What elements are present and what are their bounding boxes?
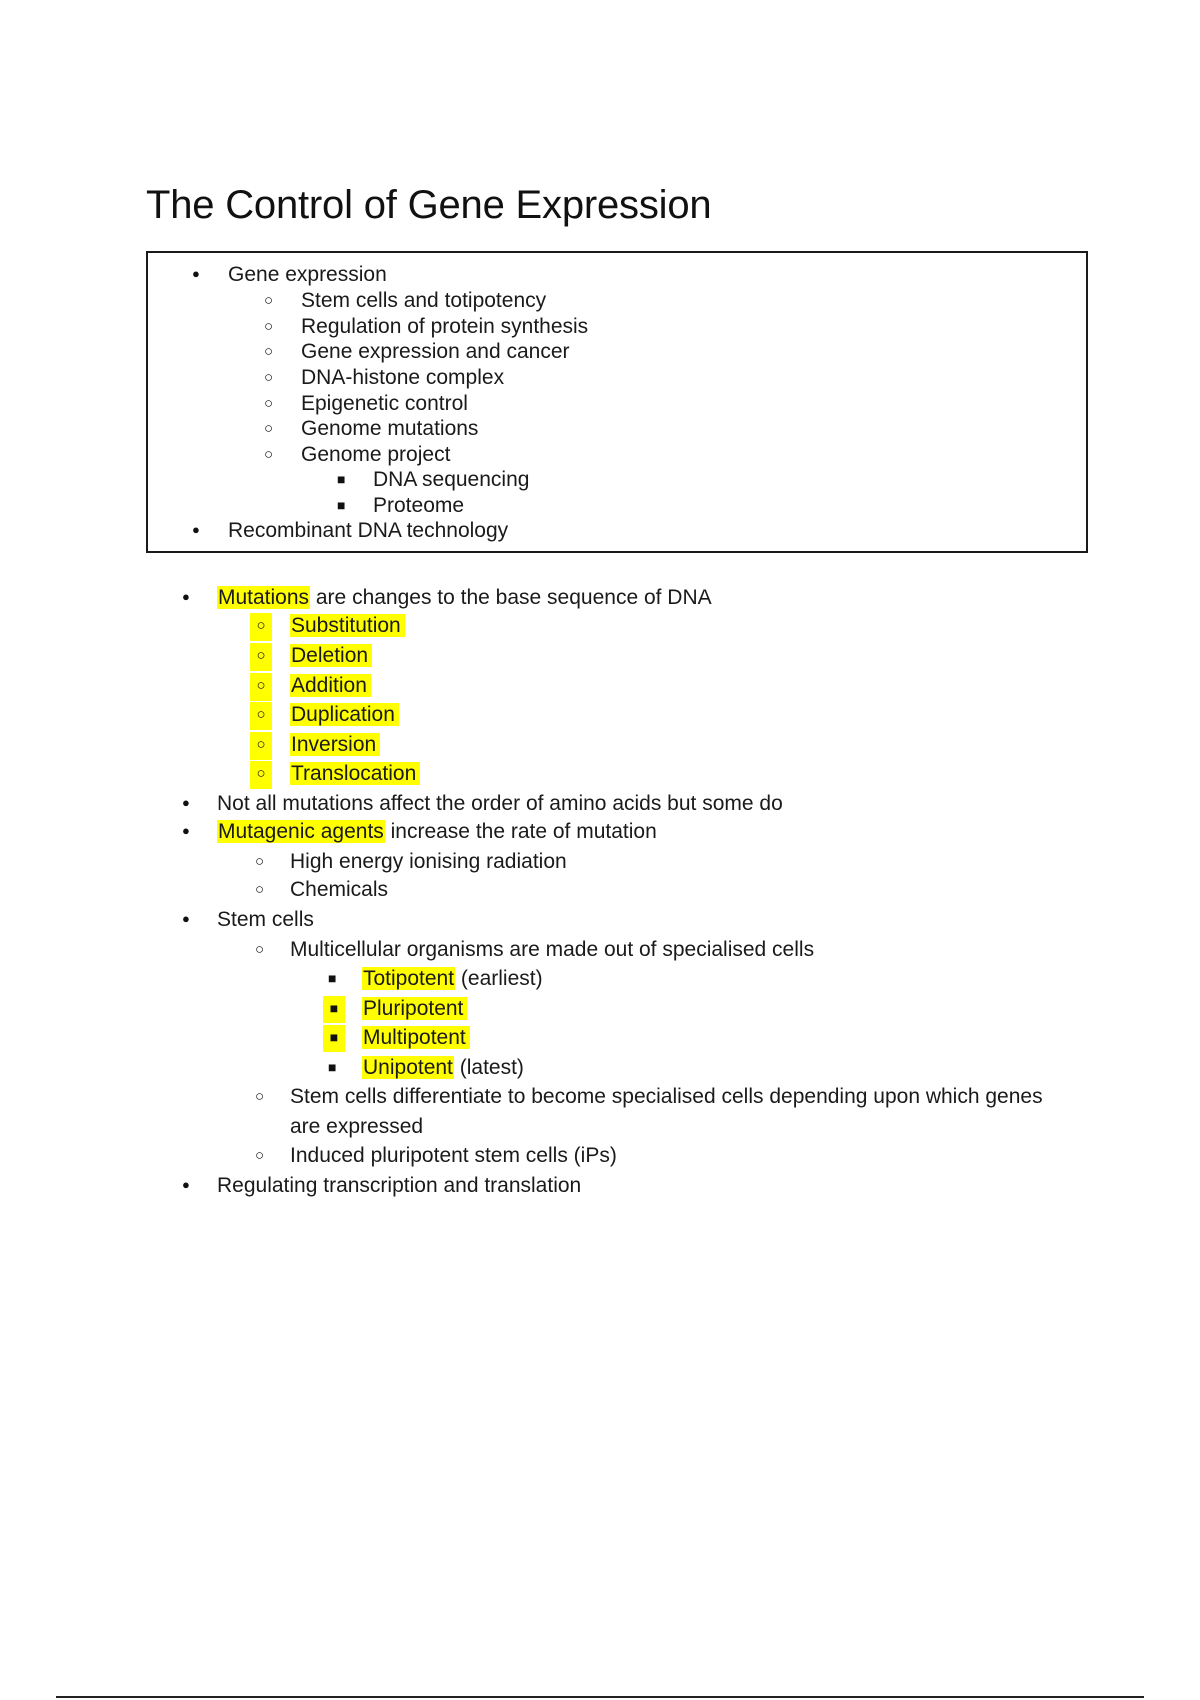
highlighted-term: Addition bbox=[290, 674, 371, 697]
bullet-icon bbox=[328, 966, 336, 993]
bullet-icon bbox=[250, 613, 272, 641]
bullet-icon bbox=[264, 416, 273, 444]
bullet-icon bbox=[255, 1084, 264, 1112]
highlighted-term: Totipotent bbox=[363, 967, 455, 990]
bullet-icon bbox=[250, 673, 272, 701]
bullet-icon bbox=[337, 467, 345, 494]
topics-box bbox=[146, 251, 1088, 553]
mutation-type bbox=[290, 732, 380, 758]
highlighted-term: Substitution bbox=[290, 614, 405, 637]
highlighted-term: Mutations bbox=[218, 586, 310, 609]
toc-item: DNA sequencing bbox=[373, 468, 530, 491]
bullet-icon bbox=[337, 493, 345, 520]
note-text: High energy ionising radiation bbox=[290, 850, 567, 873]
potency-item bbox=[362, 1055, 524, 1081]
bullet-icon bbox=[182, 585, 190, 613]
mutation-type bbox=[290, 761, 420, 787]
bullet-icon bbox=[255, 877, 264, 905]
bullet-icon bbox=[250, 702, 272, 730]
note-text: (latest) bbox=[453, 1056, 524, 1079]
bullet-icon bbox=[264, 339, 273, 367]
note-text: Multicellular organisms are made out of specialised cells bbox=[290, 938, 815, 961]
toc-item: Stem cells and totipotency bbox=[301, 289, 547, 312]
bullet-icon bbox=[264, 365, 273, 393]
highlighted-term: Pluripotent bbox=[362, 997, 467, 1020]
bullet-icon bbox=[192, 518, 200, 546]
note-text: Stem cells differentiate to become specialised cells depending upon which genes bbox=[290, 1085, 1043, 1108]
bullet-icon bbox=[323, 1025, 345, 1052]
toc-item: Epigenetic control bbox=[301, 392, 468, 415]
highlighted-term: Translocation bbox=[290, 762, 420, 785]
footer-divider bbox=[56, 1696, 1144, 1698]
highlighted-term: Duplication bbox=[290, 703, 399, 726]
bullet-icon bbox=[250, 761, 272, 789]
note-text: Regulating transcription and translation bbox=[217, 1174, 582, 1197]
note-text: (earliest) bbox=[455, 967, 543, 990]
mutation-type bbox=[290, 673, 371, 699]
potency-item bbox=[362, 996, 467, 1022]
mutation-type bbox=[290, 702, 399, 728]
note-text: Chemicals bbox=[290, 878, 389, 901]
toc-item: DNA-histone complex bbox=[301, 366, 505, 389]
bullet-icon bbox=[182, 907, 190, 935]
bullet-icon bbox=[264, 442, 273, 470]
bullet-icon bbox=[192, 262, 200, 290]
highlighted-term: Inversion bbox=[290, 733, 380, 756]
bullet-icon bbox=[250, 732, 272, 760]
bullet-icon bbox=[264, 314, 273, 342]
note-text: increase the rate of mutation bbox=[384, 820, 657, 843]
toc-item: Gene expression and cancer bbox=[301, 340, 570, 363]
note-text: are changes to the base sequence of DNA bbox=[310, 586, 712, 609]
mutation-type bbox=[290, 643, 372, 669]
toc-item: Gene expression bbox=[228, 263, 387, 286]
bullet-icon bbox=[264, 391, 273, 419]
bullet-icon bbox=[264, 288, 273, 316]
highlighted-term: Multipotent bbox=[362, 1026, 470, 1049]
highlighted-term: Unipotent bbox=[363, 1056, 453, 1079]
bullet-icon bbox=[328, 1055, 336, 1082]
note-mutations bbox=[217, 585, 712, 611]
toc-item: Genome project bbox=[301, 443, 451, 466]
potency-item bbox=[362, 1025, 470, 1051]
note-text: Not all mutations affect the order of amino acids but some do bbox=[217, 792, 783, 815]
page-title: The Control of Gene Expression bbox=[146, 183, 712, 227]
bullet-icon bbox=[255, 937, 264, 965]
note-text: Induced pluripotent stem cells (iPs) bbox=[290, 1144, 617, 1167]
toc-item: Proteome bbox=[373, 494, 465, 517]
note-mutagenic bbox=[217, 819, 657, 845]
toc-item: Regulation of protein synthesis bbox=[301, 315, 589, 338]
potency-item bbox=[362, 966, 543, 992]
bullet-icon bbox=[182, 791, 190, 819]
note-text: are expressed bbox=[290, 1115, 424, 1138]
highlighted-term: Mutagenic agents bbox=[218, 820, 384, 843]
toc-item: Recombinant DNA technology bbox=[228, 519, 509, 542]
toc-item: Genome mutations bbox=[301, 417, 479, 440]
highlighted-term: Deletion bbox=[290, 644, 372, 667]
bullet-icon bbox=[255, 849, 264, 877]
bullet-icon bbox=[323, 996, 345, 1023]
bullet-icon bbox=[182, 1173, 190, 1201]
bullet-icon bbox=[182, 819, 190, 847]
bullet-icon bbox=[250, 643, 272, 671]
bullet-icon bbox=[255, 1143, 264, 1171]
note-text: Stem cells bbox=[217, 908, 314, 931]
mutation-type bbox=[290, 613, 405, 639]
